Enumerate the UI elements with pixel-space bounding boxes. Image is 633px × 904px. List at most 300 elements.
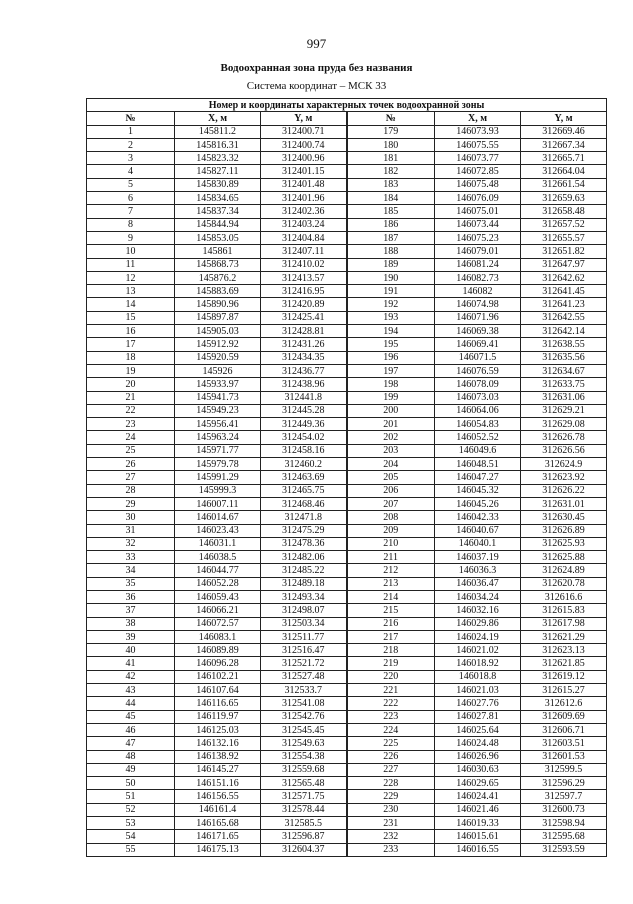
- point-number-cell: 10: [87, 245, 175, 258]
- y-coordinate-cell: 312623.13: [521, 644, 607, 657]
- y-coordinate-cell: 312606.71: [521, 723, 607, 736]
- point-number-cell: 55: [87, 843, 175, 856]
- x-coordinate-cell: 145883.69: [175, 285, 261, 298]
- y-coordinate-cell: 312642.55: [521, 311, 607, 324]
- point-number-cell: 40: [87, 644, 175, 657]
- table-row: [87, 750, 607, 763]
- x-coordinate-cell: 146096.28: [175, 657, 261, 670]
- x-coordinate-cell: 146079.01: [435, 245, 521, 258]
- coordinates-table: [86, 98, 607, 857]
- y-coordinate-cell: 312463.69: [261, 471, 347, 484]
- y-coordinate-cell: 312593.59: [521, 843, 607, 856]
- point-number-cell: 221: [347, 684, 435, 697]
- point-number-cell: 8: [87, 218, 175, 231]
- x-coordinate-cell: 146024.19: [435, 630, 521, 643]
- x-coordinate-cell: 146075.55: [435, 138, 521, 151]
- x-coordinate-cell: 146044.77: [175, 564, 261, 577]
- x-coordinate-cell: 146038.5: [175, 551, 261, 564]
- point-number-cell: 228: [347, 777, 435, 790]
- y-coordinate-cell: 312598.94: [521, 817, 607, 830]
- x-coordinate-cell: 146026.96: [435, 750, 521, 763]
- table-caption: Номер и координаты характерных точек водоохранной зоны: [87, 99, 607, 112]
- point-number-cell: 198: [347, 378, 435, 391]
- x-coordinate-cell: 146071.96: [435, 311, 521, 324]
- point-number-cell: 183: [347, 178, 435, 191]
- table-row: [87, 138, 607, 151]
- x-coordinate-cell: 146040.1: [435, 537, 521, 550]
- table-row: [87, 178, 607, 191]
- x-coordinate-cell: 146138.92: [175, 750, 261, 763]
- x-coordinate-cell: 145941.73: [175, 391, 261, 404]
- point-number-cell: 28: [87, 484, 175, 497]
- table-row: [87, 630, 607, 643]
- x-coordinate-cell: 145956.41: [175, 418, 261, 431]
- x-coordinate-cell: 145979.78: [175, 458, 261, 471]
- y-coordinate-cell: 312612.6: [521, 697, 607, 710]
- point-number-cell: 39: [87, 630, 175, 643]
- point-number-cell: 45: [87, 710, 175, 723]
- y-coordinate-cell: 312460.2: [261, 458, 347, 471]
- point-number-cell: 219: [347, 657, 435, 670]
- x-coordinate-cell: 146036.3: [435, 564, 521, 577]
- x-coordinate-cell: 146165.68: [175, 817, 261, 830]
- x-coordinate-cell: 146076.09: [435, 192, 521, 205]
- table-row: [87, 644, 607, 657]
- table-row: [87, 684, 607, 697]
- y-coordinate-cell: 312468.46: [261, 497, 347, 510]
- x-coordinate-cell: 145853.05: [175, 231, 261, 244]
- y-coordinate-cell: 312410.02: [261, 258, 347, 271]
- y-coordinate-cell: 312661.54: [521, 178, 607, 191]
- point-number-cell: 11: [87, 258, 175, 271]
- point-number-cell: 225: [347, 737, 435, 750]
- table-row: [87, 471, 607, 484]
- x-coordinate-cell: 145949.23: [175, 404, 261, 417]
- y-coordinate-cell: 312619.12: [521, 670, 607, 683]
- x-coordinate-cell: 146015.61: [435, 830, 521, 843]
- y-coordinate-cell: 312596.29: [521, 777, 607, 790]
- x-coordinate-cell: 146073.93: [435, 125, 521, 138]
- x-coordinate-cell: 146014.67: [175, 511, 261, 524]
- y-coordinate-cell: 312521.72: [261, 657, 347, 670]
- point-number-cell: 34: [87, 564, 175, 577]
- point-number-cell: 33: [87, 551, 175, 564]
- x-coordinate-cell: 146075.01: [435, 205, 521, 218]
- x-coordinate-cell: 146029.86: [435, 617, 521, 630]
- table-row: [87, 817, 607, 830]
- table-row: [87, 418, 607, 431]
- x-coordinate-cell: 145861: [175, 245, 261, 258]
- table-row: [87, 271, 607, 284]
- x-coordinate-cell: 146066.21: [175, 604, 261, 617]
- x-coordinate-cell: 146151.16: [175, 777, 261, 790]
- y-coordinate-cell: 312626.56: [521, 444, 607, 457]
- y-coordinate-cell: 312659.63: [521, 192, 607, 205]
- point-number-cell: 205: [347, 471, 435, 484]
- x-coordinate-cell: 145890.96: [175, 298, 261, 311]
- point-number-cell: 229: [347, 790, 435, 803]
- point-number-cell: 191: [347, 285, 435, 298]
- point-number-cell: 15: [87, 311, 175, 324]
- y-coordinate-cell: 312454.02: [261, 431, 347, 444]
- y-coordinate-cell: 312493.34: [261, 590, 347, 603]
- point-number-cell: 30: [87, 511, 175, 524]
- table-row: [87, 125, 607, 138]
- x-coordinate-cell: 146075.48: [435, 178, 521, 191]
- y-coordinate-cell: 312641.23: [521, 298, 607, 311]
- x-coordinate-cell: 145920.59: [175, 351, 261, 364]
- x-coordinate-cell: 146073.77: [435, 152, 521, 165]
- coordinate-system-label: Система координат – МСК 33: [246, 80, 387, 92]
- y-coordinate-cell: 312635.56: [521, 351, 607, 364]
- x-coordinate-cell: 146045.26: [435, 497, 521, 510]
- point-number-cell: 211: [347, 551, 435, 564]
- point-number-cell: 36: [87, 590, 175, 603]
- y-coordinate-cell: 312449.36: [261, 418, 347, 431]
- x-coordinate-cell: 146082: [435, 285, 521, 298]
- x-coordinate-cell: 146071.5: [435, 351, 521, 364]
- y-coordinate-cell: 312554.38: [261, 750, 347, 763]
- y-coordinate-cell: 312441.8: [261, 391, 347, 404]
- table-row: [87, 351, 607, 364]
- y-coordinate-cell: 312503.34: [261, 617, 347, 630]
- x-coordinate-cell: 146036.47: [435, 577, 521, 590]
- x-coordinate-cell: 146073.03: [435, 391, 521, 404]
- x-coordinate-cell: 145834.65: [175, 192, 261, 205]
- point-number-cell: 182: [347, 165, 435, 178]
- y-coordinate-cell: 312624.89: [521, 564, 607, 577]
- y-coordinate-cell: 312511.77: [261, 630, 347, 643]
- point-number-cell: 2: [87, 138, 175, 151]
- y-coordinate-cell: 312434.35: [261, 351, 347, 364]
- point-number-cell: 43: [87, 684, 175, 697]
- y-coordinate-cell: 312667.34: [521, 138, 607, 151]
- table-row: [87, 763, 607, 776]
- y-coordinate-cell: 312559.68: [261, 763, 347, 776]
- x-coordinate-cell: 146016.55: [435, 843, 521, 856]
- x-coordinate-cell: 145823.32: [175, 152, 261, 165]
- table-row: [87, 231, 607, 244]
- y-coordinate-cell: 312516.47: [261, 644, 347, 657]
- y-coordinate-cell: 312401.96: [261, 192, 347, 205]
- y-coordinate-cell: 312669.46: [521, 125, 607, 138]
- x-coordinate-cell: 146075.23: [435, 231, 521, 244]
- y-coordinate-cell: 312597.7: [521, 790, 607, 803]
- x-coordinate-cell: 146082.73: [435, 271, 521, 284]
- point-number-cell: 209: [347, 524, 435, 537]
- x-coordinate-cell: 146037.19: [435, 551, 521, 564]
- x-coordinate-cell: 145971.77: [175, 444, 261, 457]
- x-coordinate-cell: 146156.55: [175, 790, 261, 803]
- page-number: 997: [306, 36, 327, 51]
- point-number-cell: 216: [347, 617, 435, 630]
- point-number-cell: 188: [347, 245, 435, 258]
- point-number-cell: 217: [347, 630, 435, 643]
- x-coordinate-cell: 146007.11: [175, 497, 261, 510]
- y-coordinate-cell: 312425.41: [261, 311, 347, 324]
- point-number-cell: 233: [347, 843, 435, 856]
- x-coordinate-cell: 145876.2: [175, 271, 261, 284]
- table-row: [87, 790, 607, 803]
- table-row: [87, 245, 607, 258]
- y-coordinate-cell: 312489.18: [261, 577, 347, 590]
- point-number-cell: 201: [347, 418, 435, 431]
- x-coordinate-cell: 146021.02: [435, 644, 521, 657]
- x-coordinate-cell: 146052.52: [435, 431, 521, 444]
- point-number-cell: 7: [87, 205, 175, 218]
- point-number-cell: 180: [347, 138, 435, 151]
- y-coordinate-cell: 312631.01: [521, 497, 607, 510]
- x-coordinate-cell: 146052.28: [175, 577, 261, 590]
- y-coordinate-cell: 312633.75: [521, 378, 607, 391]
- table-row: [87, 777, 607, 790]
- table-row: [87, 590, 607, 603]
- y-coordinate-cell: 312626.89: [521, 524, 607, 537]
- y-coordinate-cell: 312664.04: [521, 165, 607, 178]
- table-row: [87, 511, 607, 524]
- x-coordinate-cell: 146072.85: [435, 165, 521, 178]
- point-number-cell: 213: [347, 577, 435, 590]
- y-coordinate-cell: 312585.5: [261, 817, 347, 830]
- point-number-cell: 189: [347, 258, 435, 271]
- x-coordinate-cell: 146029.65: [435, 777, 521, 790]
- table-row: [87, 564, 607, 577]
- point-number-cell: 27: [87, 471, 175, 484]
- point-number-cell: 227: [347, 763, 435, 776]
- y-coordinate-cell: 312601.53: [521, 750, 607, 763]
- point-number-cell: 202: [347, 431, 435, 444]
- point-number-cell: 37: [87, 604, 175, 617]
- point-number-cell: 53: [87, 817, 175, 830]
- table-row: [87, 152, 607, 165]
- y-coordinate-cell: 312402.36: [261, 205, 347, 218]
- table-row: [87, 577, 607, 590]
- x-coordinate-cell: 145912.92: [175, 338, 261, 351]
- point-number-cell: 35: [87, 577, 175, 590]
- column-header-number: №: [87, 112, 175, 125]
- y-coordinate-cell: 312647.97: [521, 258, 607, 271]
- y-coordinate-cell: 312465.75: [261, 484, 347, 497]
- point-number-cell: 5: [87, 178, 175, 191]
- point-number-cell: 9: [87, 231, 175, 244]
- x-coordinate-cell: 145816.31: [175, 138, 261, 151]
- y-coordinate-cell: 312615.83: [521, 604, 607, 617]
- x-coordinate-cell: 146031.1: [175, 537, 261, 550]
- point-number-cell: 18: [87, 351, 175, 364]
- x-coordinate-cell: 145827.11: [175, 165, 261, 178]
- x-coordinate-cell: 145999.3: [175, 484, 261, 497]
- table-row: [87, 165, 607, 178]
- y-coordinate-cell: 312623.92: [521, 471, 607, 484]
- point-number-cell: 226: [347, 750, 435, 763]
- x-coordinate-cell: 146145.27: [175, 763, 261, 776]
- x-coordinate-cell: 145933.97: [175, 378, 261, 391]
- table-row: [87, 258, 607, 271]
- table-row: [87, 551, 607, 564]
- point-number-cell: 192: [347, 298, 435, 311]
- x-coordinate-cell: 146021.46: [435, 803, 521, 816]
- x-coordinate-cell: 145811.2: [175, 125, 261, 138]
- point-number-cell: 24: [87, 431, 175, 444]
- x-coordinate-cell: 145926: [175, 364, 261, 377]
- y-coordinate-cell: 312625.88: [521, 551, 607, 564]
- x-coordinate-cell: 146045.32: [435, 484, 521, 497]
- y-coordinate-cell: 312641.45: [521, 285, 607, 298]
- y-coordinate-cell: 312475.29: [261, 524, 347, 537]
- x-coordinate-cell: 146027.76: [435, 697, 521, 710]
- table-row: [87, 524, 607, 537]
- table-row: [87, 670, 607, 683]
- table-row: [87, 617, 607, 630]
- point-number-cell: 214: [347, 590, 435, 603]
- point-number-cell: 186: [347, 218, 435, 231]
- point-number-cell: 50: [87, 777, 175, 790]
- x-coordinate-cell: 146021.03: [435, 684, 521, 697]
- table-body: [87, 125, 607, 856]
- y-coordinate-cell: 312629.21: [521, 404, 607, 417]
- y-coordinate-cell: 312527.48: [261, 670, 347, 683]
- point-number-cell: 32: [87, 537, 175, 550]
- table-row: [87, 497, 607, 510]
- point-number-cell: 54: [87, 830, 175, 843]
- y-coordinate-cell: 312615.27: [521, 684, 607, 697]
- x-coordinate-cell: 146034.24: [435, 590, 521, 603]
- y-coordinate-cell: 312624.9: [521, 458, 607, 471]
- point-number-cell: 21: [87, 391, 175, 404]
- point-number-cell: 223: [347, 710, 435, 723]
- y-coordinate-cell: 312542.76: [261, 710, 347, 723]
- y-coordinate-cell: 312603.51: [521, 737, 607, 750]
- x-coordinate-cell: 146161.4: [175, 803, 261, 816]
- point-number-cell: 16: [87, 325, 175, 338]
- y-coordinate-cell: 312416.95: [261, 285, 347, 298]
- point-number-cell: 184: [347, 192, 435, 205]
- y-coordinate-cell: 312616.6: [521, 590, 607, 603]
- column-header-x-2: X, м: [435, 112, 521, 125]
- point-number-cell: 222: [347, 697, 435, 710]
- y-coordinate-cell: 312642.14: [521, 325, 607, 338]
- x-coordinate-cell: 146175.13: [175, 843, 261, 856]
- y-coordinate-cell: 312401.48: [261, 178, 347, 191]
- y-coordinate-cell: 312549.63: [261, 737, 347, 750]
- point-number-cell: 195: [347, 338, 435, 351]
- x-coordinate-cell: 146078.09: [435, 378, 521, 391]
- y-coordinate-cell: 312626.22: [521, 484, 607, 497]
- y-coordinate-cell: 312620.78: [521, 577, 607, 590]
- y-coordinate-cell: 312436.77: [261, 364, 347, 377]
- x-coordinate-cell: 146171.65: [175, 830, 261, 843]
- point-number-cell: 212: [347, 564, 435, 577]
- point-number-cell: 206: [347, 484, 435, 497]
- table-caption-row: [87, 99, 607, 112]
- y-coordinate-cell: 312413.57: [261, 271, 347, 284]
- x-coordinate-cell: 146064.06: [435, 404, 521, 417]
- table-row: [87, 311, 607, 324]
- point-number-cell: 38: [87, 617, 175, 630]
- table-row: [87, 205, 607, 218]
- table-row: [87, 378, 607, 391]
- y-coordinate-cell: 312657.52: [521, 218, 607, 231]
- y-coordinate-cell: 312458.16: [261, 444, 347, 457]
- x-coordinate-cell: 146049.6: [435, 444, 521, 457]
- table-row: [87, 404, 607, 417]
- point-number-cell: 4: [87, 165, 175, 178]
- table-row: [87, 723, 607, 736]
- point-number-cell: 12: [87, 271, 175, 284]
- point-number-cell: 196: [347, 351, 435, 364]
- y-coordinate-cell: 312404.84: [261, 231, 347, 244]
- point-number-cell: 20: [87, 378, 175, 391]
- y-coordinate-cell: 312629.08: [521, 418, 607, 431]
- point-number-cell: 218: [347, 644, 435, 657]
- y-coordinate-cell: 312471.8: [261, 511, 347, 524]
- y-coordinate-cell: 312445.28: [261, 404, 347, 417]
- y-coordinate-cell: 312630.45: [521, 511, 607, 524]
- x-coordinate-cell: 145830.89: [175, 178, 261, 191]
- x-coordinate-cell: 146069.41: [435, 338, 521, 351]
- y-coordinate-cell: 312545.45: [261, 723, 347, 736]
- table-row: [87, 285, 607, 298]
- x-coordinate-cell: 146102.21: [175, 670, 261, 683]
- point-number-cell: 26: [87, 458, 175, 471]
- table-row: [87, 431, 607, 444]
- x-coordinate-cell: 146023.43: [175, 524, 261, 537]
- table-row: [87, 444, 607, 457]
- point-number-cell: 232: [347, 830, 435, 843]
- table-row: [87, 364, 607, 377]
- table-row: [87, 737, 607, 750]
- y-coordinate-cell: 312600.73: [521, 803, 607, 816]
- point-number-cell: 197: [347, 364, 435, 377]
- point-number-cell: 42: [87, 670, 175, 683]
- y-coordinate-cell: 312658.48: [521, 205, 607, 218]
- x-coordinate-cell: 146018.8: [435, 670, 521, 683]
- column-header-y-2: Y, м: [521, 112, 607, 125]
- y-coordinate-cell: 312400.96: [261, 152, 347, 165]
- point-number-cell: 46: [87, 723, 175, 736]
- point-number-cell: 1: [87, 125, 175, 138]
- y-coordinate-cell: 312596.87: [261, 830, 347, 843]
- point-number-cell: 19: [87, 364, 175, 377]
- point-number-cell: 194: [347, 325, 435, 338]
- table-row: [87, 338, 607, 351]
- table-row: [87, 843, 607, 856]
- point-number-cell: 13: [87, 285, 175, 298]
- column-header-y: Y, м: [261, 112, 347, 125]
- y-coordinate-cell: 312634.67: [521, 364, 607, 377]
- x-coordinate-cell: 146072.57: [175, 617, 261, 630]
- y-coordinate-cell: 312625.93: [521, 537, 607, 550]
- point-number-cell: 17: [87, 338, 175, 351]
- point-number-cell: 3: [87, 152, 175, 165]
- point-number-cell: 199: [347, 391, 435, 404]
- table-row: [87, 391, 607, 404]
- y-coordinate-cell: 312631.06: [521, 391, 607, 404]
- point-number-cell: 210: [347, 537, 435, 550]
- table-row: [87, 803, 607, 816]
- x-coordinate-cell: 145905.03: [175, 325, 261, 338]
- x-coordinate-cell: 146032.16: [435, 604, 521, 617]
- y-coordinate-cell: 312403.24: [261, 218, 347, 231]
- table-row: [87, 218, 607, 231]
- x-coordinate-cell: 146019.33: [435, 817, 521, 830]
- x-coordinate-cell: 146054.83: [435, 418, 521, 431]
- y-coordinate-cell: 312599.5: [521, 763, 607, 776]
- x-coordinate-cell: 146132.16: [175, 737, 261, 750]
- point-number-cell: 41: [87, 657, 175, 670]
- point-number-cell: 14: [87, 298, 175, 311]
- y-coordinate-cell: 312400.74: [261, 138, 347, 151]
